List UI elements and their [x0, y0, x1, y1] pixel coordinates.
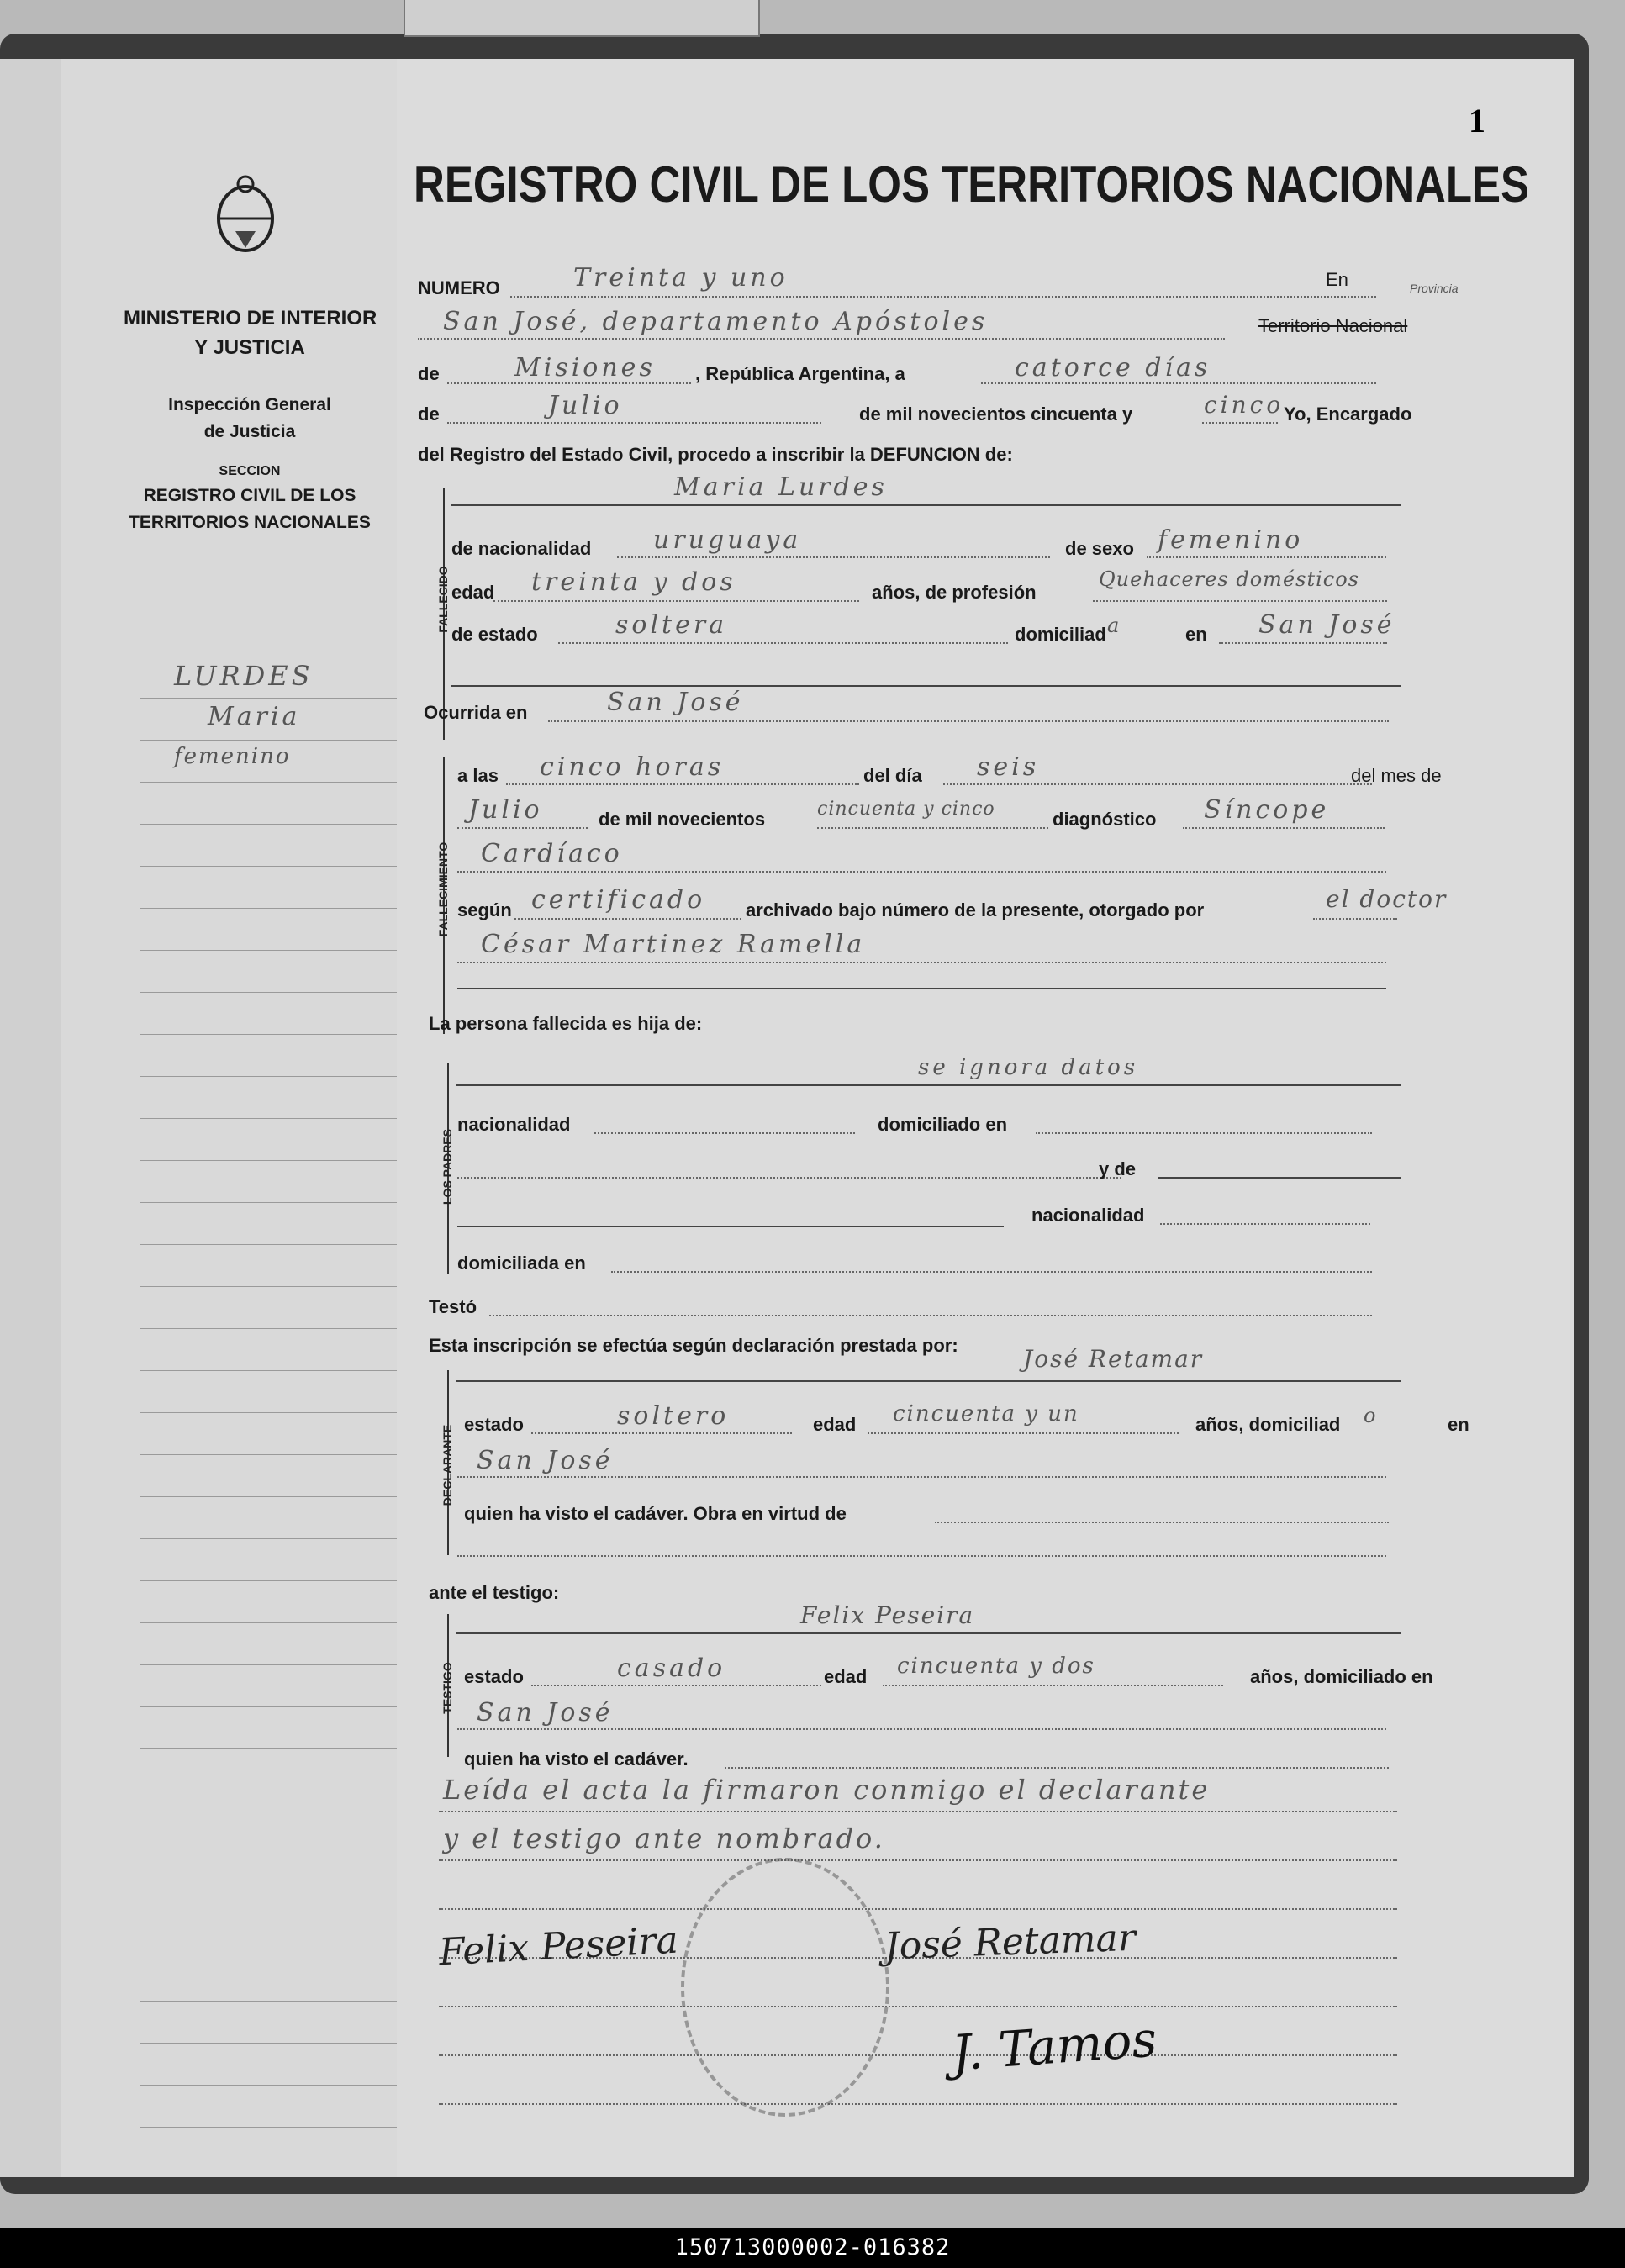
province-value: Misiones — [514, 353, 656, 382]
closing-line-2: y el testigo ante nombrado. — [443, 1822, 885, 1854]
fallecido-estado: soltera — [615, 610, 728, 640]
doctor-value: César Martinez Ramella — [481, 930, 866, 959]
ocurrida-label: Ocurrida en — [424, 702, 528, 723]
left-margin-page — [61, 59, 399, 2177]
year-value: cinco — [1204, 391, 1285, 419]
testigo-name: Felix Peseira — [800, 1601, 975, 1629]
inspeccion-line2: de Justicia — [203, 422, 296, 441]
official-seal-stamp — [681, 1858, 889, 2117]
testigo-section-label: TESTIGO — [441, 1662, 454, 1714]
testigo-intro-label: ante el testigo: — [429, 1582, 560, 1603]
testigo-edad-label: edad — [824, 1666, 868, 1687]
padres-domiciliada-label: domiciliada en — [457, 1253, 586, 1274]
testigo-estado-label: estado — [464, 1666, 524, 1687]
fallecido-domiciliado-label: domiciliad — [1015, 624, 1106, 645]
registro-line1: REGISTRO CIVIL DE LOS — [143, 486, 356, 505]
archivado-label: archivado bajo número de la presente, otorgado por — [746, 899, 1205, 920]
argentina-coat-of-arms-icon — [212, 172, 279, 256]
testigo-cadaver-label: quien ha visto el cadáver. — [464, 1748, 689, 1770]
del-dia-label: del día — [863, 765, 922, 786]
declarante-signature: José Retamar — [884, 1916, 1137, 1969]
testigo-edad: cincuenta y dos — [897, 1654, 1095, 1679]
day-value: catorce días — [1015, 353, 1211, 382]
certificate-page — [397, 59, 1574, 2177]
declarante-cadaver-label: quien ha visto el cadáver. Obra en virtud de — [464, 1503, 847, 1524]
republica-label: , República Argentina, a — [695, 363, 905, 384]
diagnostico-label: diagnóstico — [1053, 809, 1157, 830]
padres-section-label: LOS PADRES — [441, 1129, 454, 1205]
registro-label: del Registro del Estado Civil, procedo a inscribir la DEFUNCION de: — [418, 444, 1013, 465]
testigo-domicilio: San José — [477, 1698, 614, 1727]
hora-value: cinco horas — [540, 752, 725, 782]
fallecido-name: Maria Lurdes — [674, 472, 888, 502]
fallecido-nacionalidad-label: de nacionalidad — [451, 538, 592, 559]
numero-label: NUMERO — [418, 277, 500, 298]
fallecido-sexo-label: de sexo — [1065, 538, 1134, 559]
declarante-edad: cincuenta y un — [893, 1401, 1079, 1427]
otorgado-value: el doctor — [1326, 885, 1448, 913]
page-number: 1 — [1469, 102, 1485, 140]
year-label: de mil novecientos cincuenta y — [859, 403, 1133, 425]
place-value: San José, departamento Apóstoles — [443, 307, 989, 336]
del-mes-label: del mes de — [1351, 765, 1442, 786]
fallecido-nacionalidad: uruguaya — [653, 525, 802, 555]
padres-y-de-label: y de — [1099, 1158, 1137, 1179]
stub-page — [0, 59, 69, 2177]
testo-label: Testó — [429, 1296, 477, 1317]
ministry-line2: Y JUSTICIA — [194, 336, 305, 359]
declarante-intro-label: Esta inscripción se efectúa según declaración prestada por: — [429, 1335, 958, 1356]
encargado-signature: J. Tamos — [949, 2010, 1159, 2082]
declarante-edad-label: edad — [813, 1414, 857, 1435]
de-label-2: de — [418, 403, 440, 425]
padres-intro-label: La persona fallecida es hija de: — [429, 1013, 703, 1034]
month-value: Julio — [548, 391, 623, 420]
a-las-label: a las — [457, 765, 499, 786]
margin-sex: femenino — [174, 744, 291, 769]
fallecido-profesion: Quehaceres domésticos — [1099, 567, 1359, 591]
fallecimiento-section-label: FALLECIMIENTO — [436, 841, 450, 937]
mes-value: Julio — [468, 795, 543, 825]
page-title: REGISTRO CIVIL DE LOS TERRITORIOS NACIONALES — [414, 156, 1530, 213]
fallecido-edad-label: edad — [451, 582, 495, 603]
padres-nacionalidad2-label: nacionalidad — [1031, 1205, 1145, 1226]
fallecido-domiciliado-suffix: a — [1107, 614, 1123, 637]
declarante-domiciliado-suffix: o — [1364, 1404, 1380, 1427]
previous-page-edge — [404, 0, 760, 37]
registro-line2: TERRITORIOS NACIONALES — [129, 513, 371, 532]
seccion-label: SECCION — [219, 464, 281, 478]
de-label: de — [418, 363, 440, 384]
declarante-estado: soltero — [617, 1401, 730, 1431]
fallecido-profesion-label: años, de profesión — [872, 582, 1037, 603]
en-label: En — [1326, 269, 1348, 290]
declarante-section-label: DECLARANTE — [441, 1424, 454, 1506]
fallecido-en-label: en — [1185, 624, 1207, 645]
declarante-en-label: en — [1448, 1414, 1469, 1435]
fallecido-edad: treinta y dos — [531, 567, 736, 597]
margin-name: Maria — [208, 702, 301, 731]
declarante-domicilio: San José — [477, 1446, 614, 1475]
provincia-note: Provincia — [1410, 282, 1459, 295]
testigo-estado: casado — [617, 1654, 726, 1683]
fallecido-estado-label: de estado — [451, 624, 538, 645]
encargado-label: Yo, Encargado — [1284, 403, 1412, 425]
anio-value: cincuenta y cinco — [817, 799, 995, 820]
fallecido-sexo: femenino — [1158, 525, 1304, 555]
segun-label: según — [457, 899, 512, 920]
padres-datos: se ignora datos — [918, 1055, 1139, 1080]
segun-value: certificado — [531, 885, 706, 915]
inspeccion-line1: Inspección General — [168, 395, 331, 414]
closing-line-1: Leída el acta la firmaron conmigo el declarante — [443, 1774, 1211, 1806]
testigo-anios-label: años, domiciliado en — [1250, 1666, 1433, 1687]
mil-label: de mil novecientos — [599, 809, 766, 830]
testigo-signature: Felix Peseira — [437, 1918, 679, 1975]
diagnostico-value: Síncope — [1204, 795, 1330, 825]
diagnostico-value-2: Cardíaco — [481, 839, 623, 868]
declarante-estado-label: estado — [464, 1414, 524, 1435]
ministry-line1: MINISTERIO DE INTERIOR — [124, 307, 377, 330]
margin-surname: LURDES — [174, 660, 314, 692]
territorio-label: Territorio Nacional — [1258, 315, 1408, 336]
declarante-name: José Retamar — [1023, 1345, 1204, 1373]
fallecido-domicilio: San José — [1258, 610, 1395, 640]
dia-value: seis — [977, 752, 1040, 782]
document-id-footer: 150713000002-016382 — [0, 2228, 1625, 2268]
padres-domiciliado-label: domiciliado en — [878, 1114, 1008, 1135]
ocurrida-value: San José — [607, 688, 744, 717]
padres-nacionalidad-label: nacionalidad — [457, 1114, 571, 1135]
numero-value: Treinta y uno — [573, 263, 789, 293]
declarante-anios-label: años, domiciliad — [1195, 1414, 1341, 1435]
fallecido-section-label: FALLECIDO — [436, 566, 450, 633]
